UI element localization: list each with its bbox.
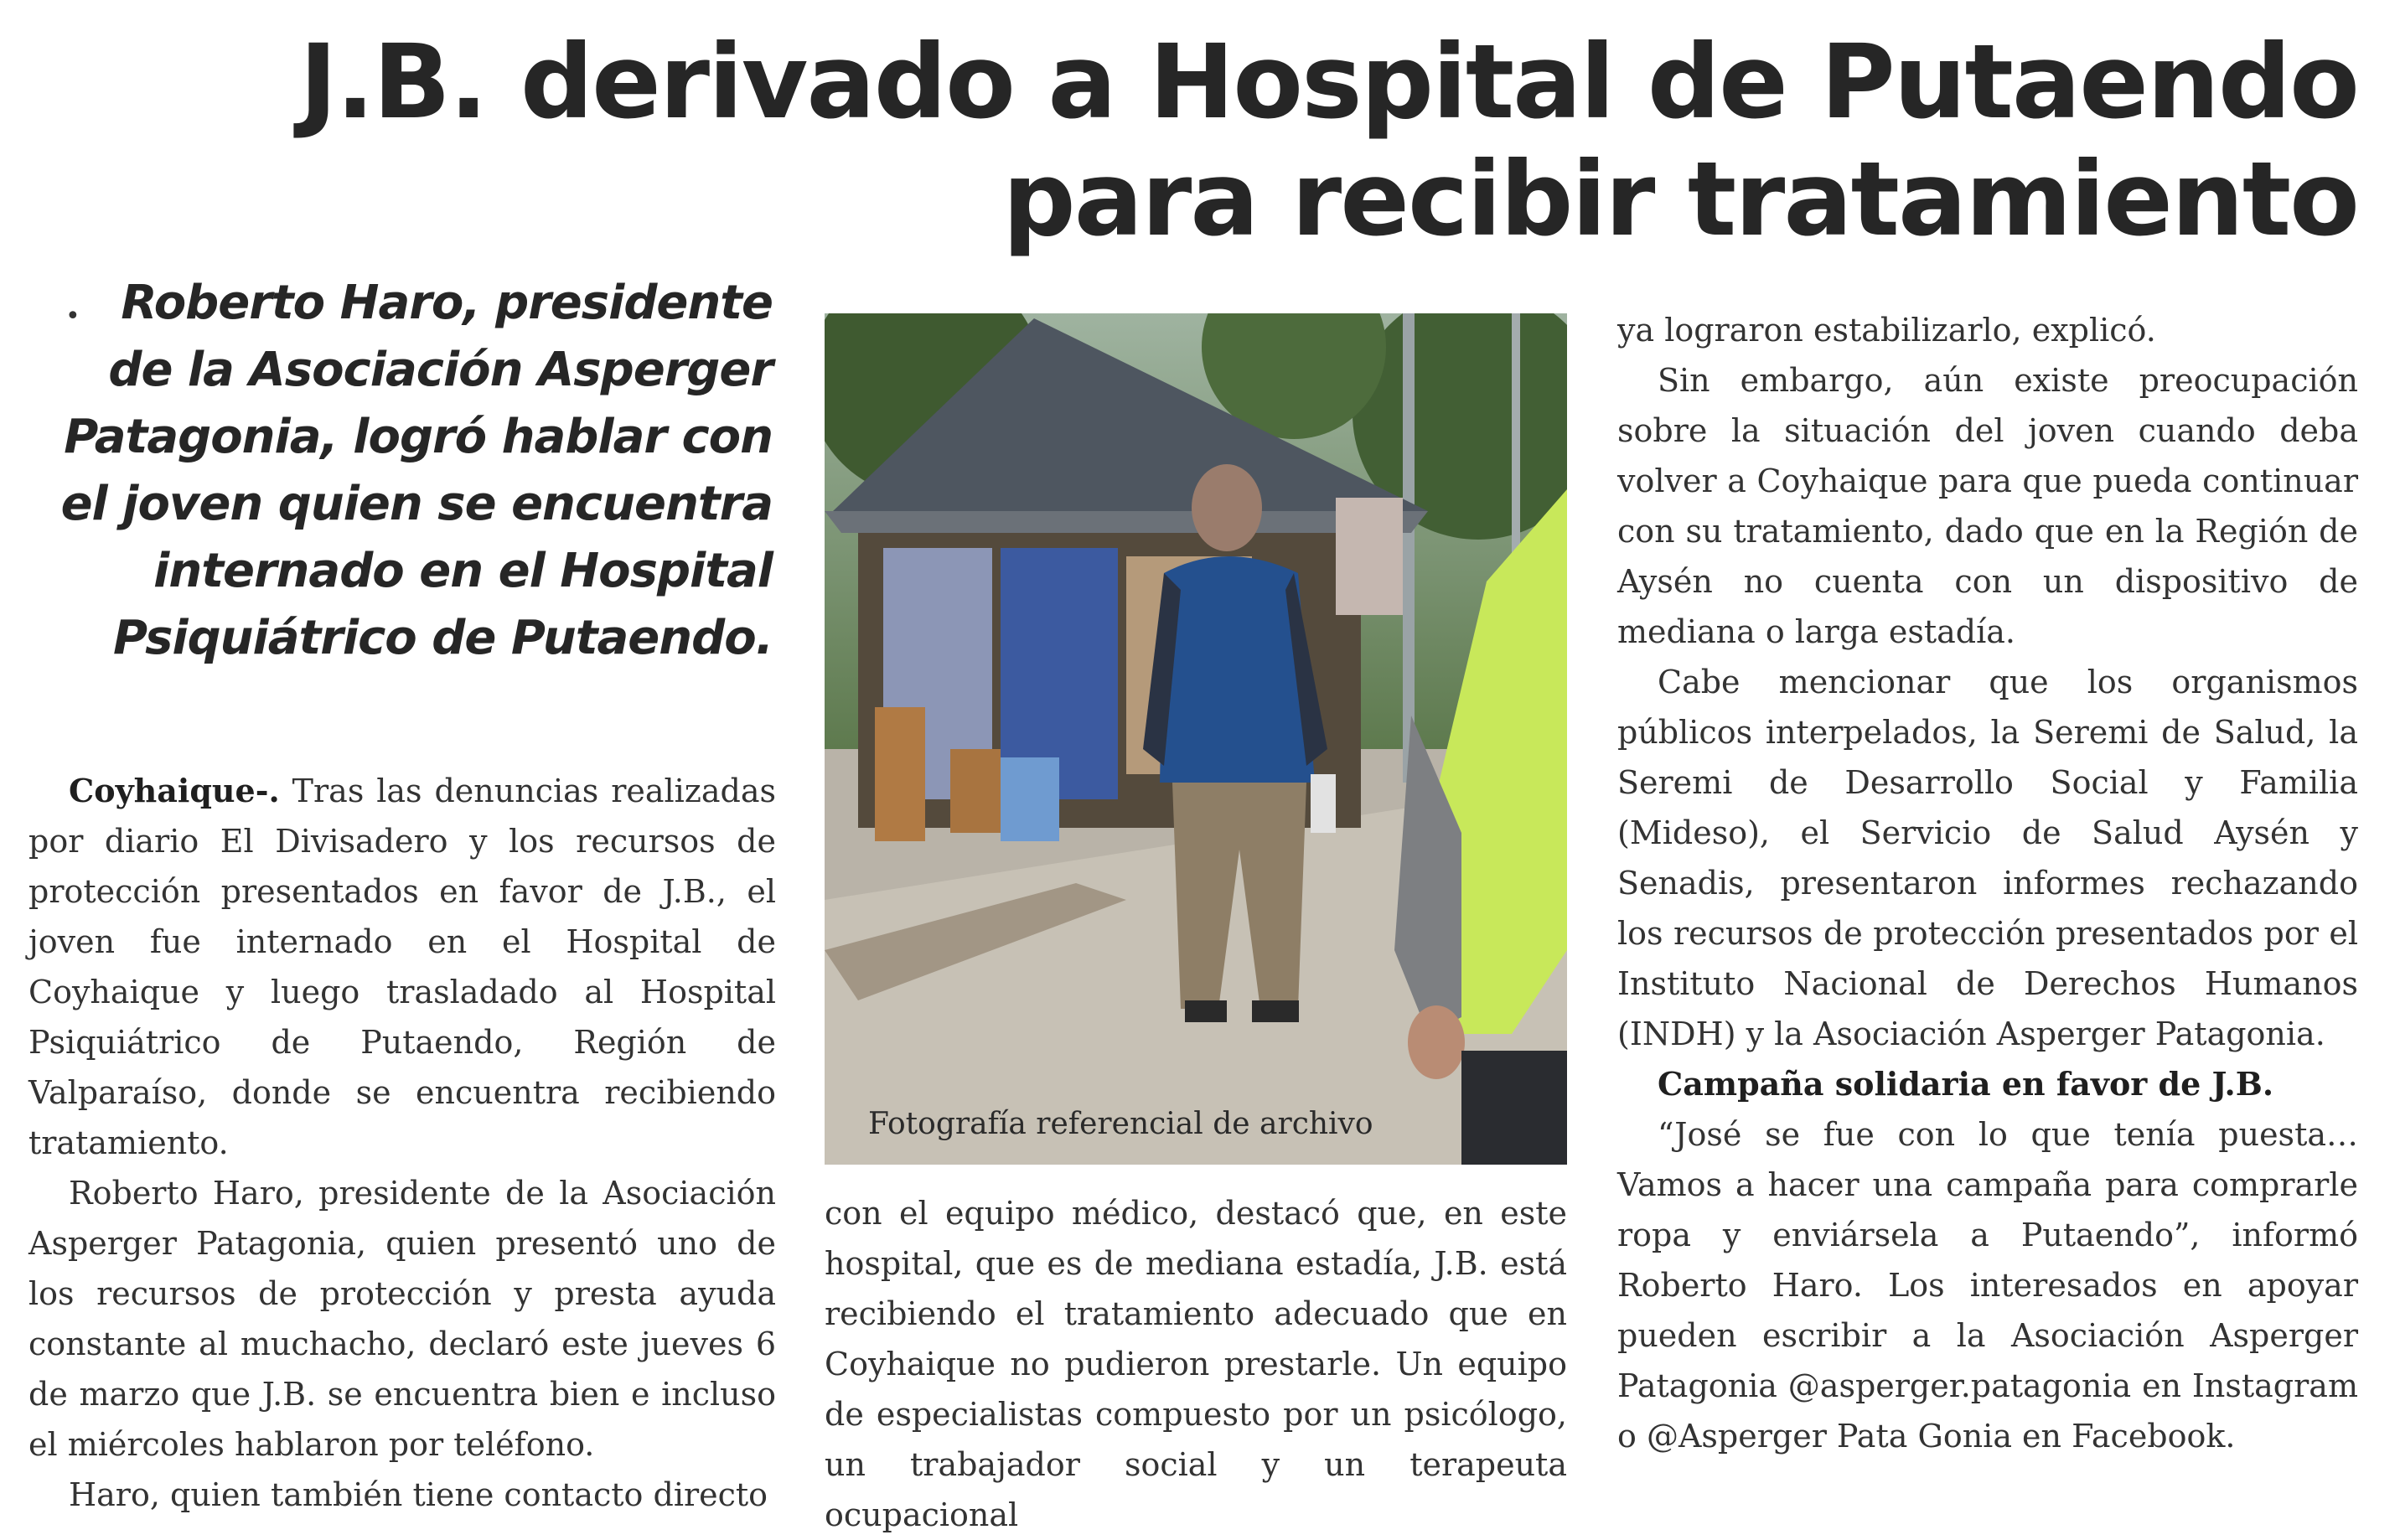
article-column-2: [825, 1188, 1567, 1540]
photo-caption: Fotografía referencial de archivo: [868, 1107, 1373, 1141]
deck-bullet: •: [65, 302, 80, 331]
deck-text: Roberto Haro, presidente de la Asociación Asperger Patagonia, logró hablar con el joven quien se encuentra internado en el Hospital Psiquiátrico de Putaendo.: [60, 276, 773, 665]
article-paragraph: con el equipo médico, destacó que, en este hospital, que es de mediana estadía, J.B. está recibiendo el tratamiento adecuado que en Coyhaique no pudieron prestarle. Un equipo de especialistas compuesto por un psicólogo, un trabajador social y un terapeuta ocupacional: [825, 1195, 1567, 1533]
paragraph-text: Tras las denuncias realizadas por diario El Divisadero y los recursos de protección presentados en favor de J.B., el joven fue internado en el Hospital de Coyhaique y luego trasladado al Hospital Psiquiátrico de Putaendo, Región de Valparaíso, donde se encuentra recibiendo tratamiento.: [28, 773, 776, 1161]
article-paragraph: [28, 766, 776, 1168]
article-photo: [825, 313, 1567, 1165]
kiosk-street-photo: [825, 313, 1567, 1165]
article-paragraph: ya lograron estabilizarlo, explicó.: [1617, 312, 2156, 349]
article-paragraph: “José se fue con lo que tenía puesta… Vamos a hacer una campaña para comprarle ropa y enviársela a Putaendo”, informó Roberto Haro. Los interesados en apoyar pueden escribir a la Asociación Asperger Patagonia @asperger.patagonia en Instagram o @Asperger Pata Gonia en Facebook.: [1617, 1116, 2358, 1455]
article-column-1: [28, 766, 776, 1520]
deck: [50, 270, 773, 672]
dateline: Coyhaique-.: [69, 772, 280, 809]
article-paragraph: Roberto Haro, presidente de la Asociación Asperger Patagonia, quien presentó uno de los recursos de protección y presta ayuda constante al muchacho, declaró este jueves 6 de marzo que J.B. se encuentra bien e incluso el miércoles hablaron por teléfono.: [28, 1175, 776, 1463]
article-column-3: [1617, 305, 2358, 1461]
article-paragraph: Sin embargo, aún existe preocupación sobre la situación del joven cuando deba volver a Coyhaique para que pueda continuar con su tratamiento, dado que en la Región de Aysén no cuenta con un dispositivo de mediana o larga estadía.: [1617, 362, 2358, 650]
section-subhead: Campaña solidaria en favor de J.B.: [1658, 1065, 2274, 1103]
article-paragraph: Cabe mencionar que los organismos públicos interpelados, la Seremi de Salud, la Seremi de Desarrollo Social y Familia (Mideso), el Servicio de Salud Aysén y Senadis, presentaron informes rechazando los recursos de protección presentados por el Instituto Nacional de Derechos Humanos (INDH) y la Asociación Asperger Patagonia.: [1617, 664, 2358, 1052]
article-paragraph: Haro, quien también tiene contacto directo: [69, 1476, 768, 1513]
headline: J.B. derivado a Hospital de Putaendo para recibir tratamiento: [299, 23, 2358, 259]
